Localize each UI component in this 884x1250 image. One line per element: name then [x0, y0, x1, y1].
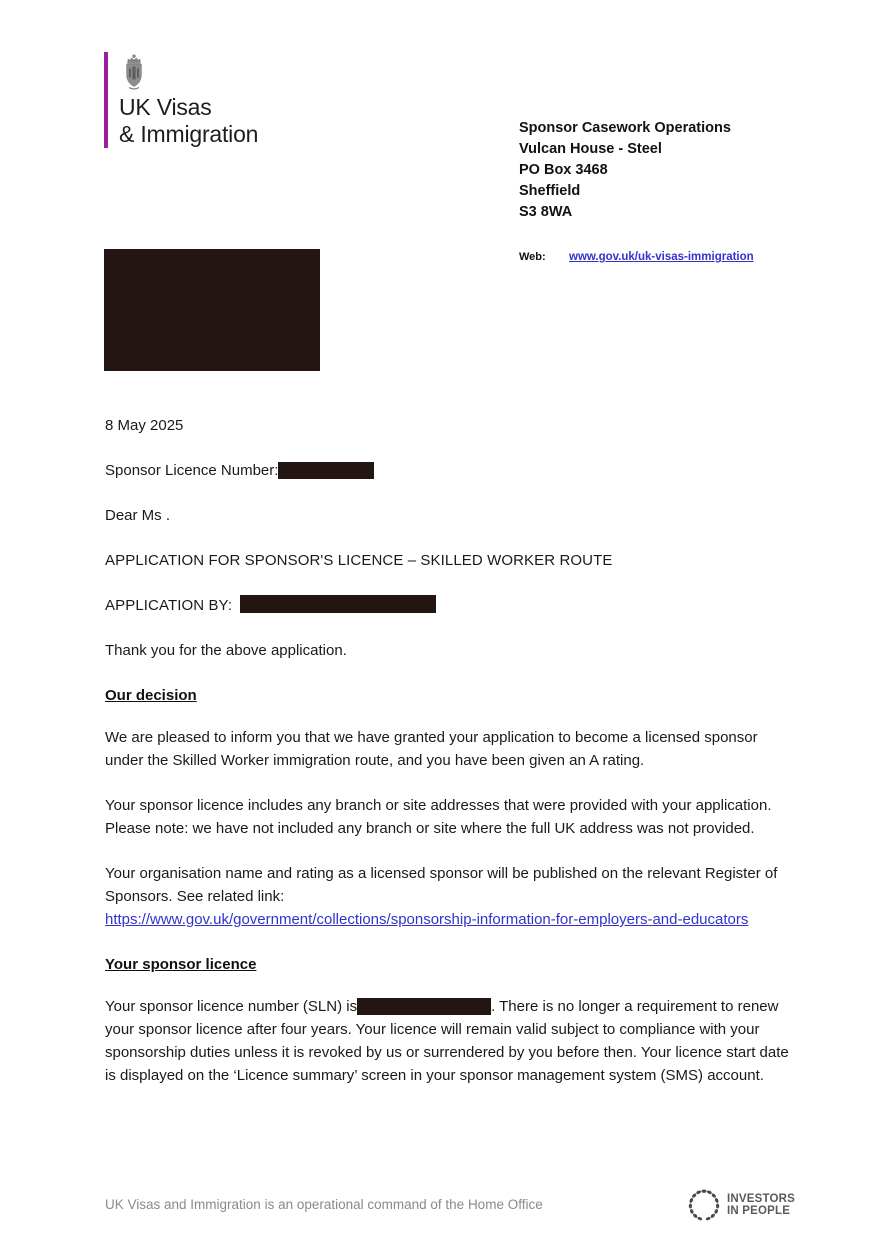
sln-suffix-text: . There is no longer a requirement to renew your sponsor licence after four years. Your licence will remain valid subject to compliance with your sponsorship duties unless it is revoked by us or surrendered by you before then. Your licence start date is displayed on the ‘Licence summary’ screen in your sponsor management system (SMS) account. — [105, 998, 789, 1084]
address-line: Sponsor Casework Operations — [519, 120, 731, 136]
application-by-line — [105, 594, 795, 617]
iip-line-1: INVESTORS — [726, 1192, 795, 1205]
investors-in-people-text — [727, 1193, 795, 1218]
application-by-label: APPLICATION BY: — [105, 597, 233, 614]
sln-paragraph — [105, 995, 795, 1087]
application-by-redaction — [240, 595, 436, 613]
investors-in-people-logo — [687, 1188, 795, 1222]
logo-content — [119, 52, 258, 148]
sponsor-licence-number-label: Sponsor Licence Number: — [105, 462, 279, 479]
uk-visas-immigration-logo — [104, 52, 258, 148]
address-line: S3 8WA — [519, 204, 573, 220]
royal-crest-icon — [119, 52, 149, 92]
logo-line-1: UK Visas — [119, 94, 212, 120]
logo-line-2: & Immigration — [119, 121, 259, 147]
web-url-link[interactable]: www.gov.uk/uk-visas-immigration — [569, 251, 754, 263]
sponsor-licence-number-line — [105, 459, 795, 482]
sponsor-licence-number-redaction — [278, 462, 374, 479]
decision-paragraph-1: We are pleased to inform you that we have granted your application to become a licensed sponsor under the Skilled Worker immigration route, and you have been given an A rating. — [105, 729, 758, 769]
register-of-sponsors-paragraph — [105, 862, 795, 931]
footer-text: UK Visas and Immigration is an operational command of the Home Office — [105, 1197, 543, 1212]
register-of-sponsors-link[interactable]: https://www.gov.uk/government/collections/sponsorship-information-for-employers-and-educators — [105, 911, 749, 928]
page-footer — [105, 1188, 795, 1222]
letter-body — [105, 414, 795, 1109]
web-contact-line — [519, 251, 754, 263]
subject-line: APPLICATION FOR SPONSOR'S LICENCE – SKILLED WORKER ROUTE — [105, 552, 613, 569]
sln-value-redaction — [357, 998, 491, 1015]
decision-paragraph-2: Your sponsor licence includes any branch or site addresses that were provided with your application. Please note: we have not included any branch or site where the full UK address was not provided. — [105, 797, 772, 837]
iip-line-2: IN PEOPLE — [726, 1205, 791, 1217]
thanks-paragraph: Thank you for the above application. — [105, 642, 347, 659]
address-line: PO Box 3468 — [519, 162, 608, 178]
letter-date: 8 May 2025 — [105, 417, 184, 434]
sln-prefix-text: Your sponsor licence number (SLN) is — [105, 998, 358, 1015]
recipient-address-redaction — [104, 249, 320, 371]
logo-accent-bar — [104, 52, 108, 148]
laurel-wreath-icon — [687, 1188, 721, 1222]
sender-address — [519, 118, 731, 223]
section-heading-our-decision: Our decision — [105, 687, 197, 704]
address-line: Sheffield — [519, 183, 581, 199]
register-paragraph-text: Your organisation name and rating as a licensed sponsor will be published on the relevant Register of Sponsors. See related link: — [105, 865, 778, 905]
salutation: Dear Ms . — [105, 507, 171, 524]
address-line: Vulcan House - Steel — [519, 141, 662, 157]
section-heading-your-sponsor-licence: Your sponsor licence — [105, 956, 257, 973]
web-label: Web: — [519, 251, 546, 263]
